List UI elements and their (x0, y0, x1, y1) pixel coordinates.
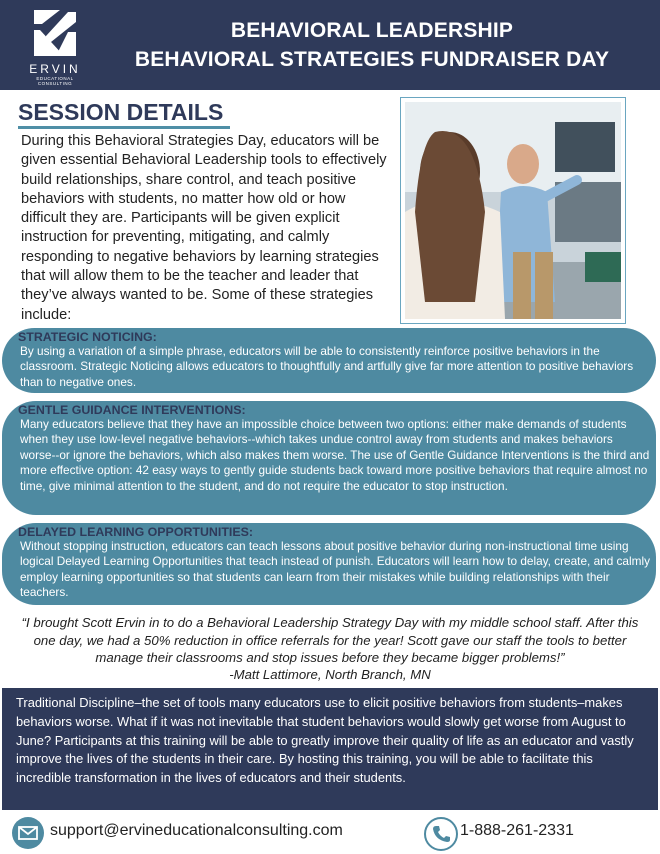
logo-mark-icon (34, 10, 76, 58)
closing-text: Traditional Discipline–the set of tools many educators use to elicit positive behaviors from students–makes behaviors worse. What if it was not inevitable that student behaviors would slowly get worse from August to June? Participants at this training will be able to greatly improve their quality of life as an educator and vastly improve the lives of the students in their care. By hosting this training, you will be able to facilitate this incredible transformation in the lives of educators and their students. (16, 695, 634, 786)
strategy-body: Many educators believe that they have an impossible choice between two options: either make demands of students when they use low-level negative behaviors--which takes undue control away from students and makes behaviors worse--or ignore the behaviors, which also makes them worse. The use of Gentle Guidance Interventions is the third and more effective option: 42 easy ways to gently guide students back toward more positive behaviors that require almost no time, give minimal attention to the student, and do not require the educator to stop instruction. (20, 417, 650, 493)
session-intro: During this Behavioral Strategies Day, educators will be given essential Behavioral Leadership tools to effectively build relationships, share control, and teach positive behaviors with students, no matter how old or how difficult they are. Participants will be given explicit instruction for preventing, mitigating, and calmly responding to negative behaviors by learning strategies that will allow them to be the teacher and leader that they’ve always wanted to be. Some of these strategies include: (21, 133, 387, 323)
page-title-line2: BEHAVIORAL STRATEGIES FUNDRAISER DAY (134, 48, 610, 71)
classroom-photo (405, 102, 621, 319)
logo-subtitle: EDUCATIONAL CONSULTING (36, 76, 74, 86)
strategy-title: DELAYED LEARNING OPPORTUNITIES: (18, 525, 253, 539)
header-banner (0, 0, 660, 90)
strategy-card-strategic-noticing (2, 328, 656, 393)
logo-name: ERVIN (29, 62, 81, 76)
ervin-logo (20, 10, 90, 86)
page-title-line1: BEHAVIORAL LEADERSHIP (230, 19, 514, 42)
envelope-icon (12, 817, 44, 849)
classroom-photo-frame (400, 97, 626, 324)
strategy-title: GENTLE GUIDANCE INTERVENTIONS: (18, 403, 246, 417)
contact-email-link[interactable]: support@ervineducationalconsulting.com (50, 822, 343, 839)
closing-panel (2, 688, 658, 810)
contact-phone-link[interactable]: 1-888-261-2331 (460, 822, 574, 839)
strategy-card-delayed-learning (2, 523, 656, 605)
strategy-card-gentle-guidance (2, 401, 656, 515)
strategy-title: STRATEGIC NOTICING: (18, 330, 157, 344)
strategy-body: By using a variation of a simple phrase, educators will be able to consistently reinforce positive behaviors in the classroom. Strategic Noticing allows educators to thoughtfully and artfully give far more attention to positive behaviors than to negative ones. (20, 344, 634, 389)
strategy-body: Without stopping instruction, educators can teach lessons about positive behavior during non-instructional time using logical Delayed Learning Opportunities that teach instead of punish. Educators will learn how to delay, create, and calmly employ learning opportunities so that students can learn from their mistakes while building relationships with their teachers. (20, 539, 650, 600)
phone-icon (424, 817, 458, 851)
heading-underline (18, 126, 230, 129)
testimonial-attribution: -Matt Lattimore, North Branch, MN (229, 667, 431, 682)
testimonial-quote: “I brought Scott Ervin in to do a Behavioral Leadership Strategy Day with my middle school staff. After this one day, we had a 50% reduction in office referrals for the year! Scott gave our staff the tools to better manage their classrooms and stop issues before they became bigger problems!” (21, 615, 639, 666)
session-details-heading: SESSION DETAILS (18, 99, 224, 125)
